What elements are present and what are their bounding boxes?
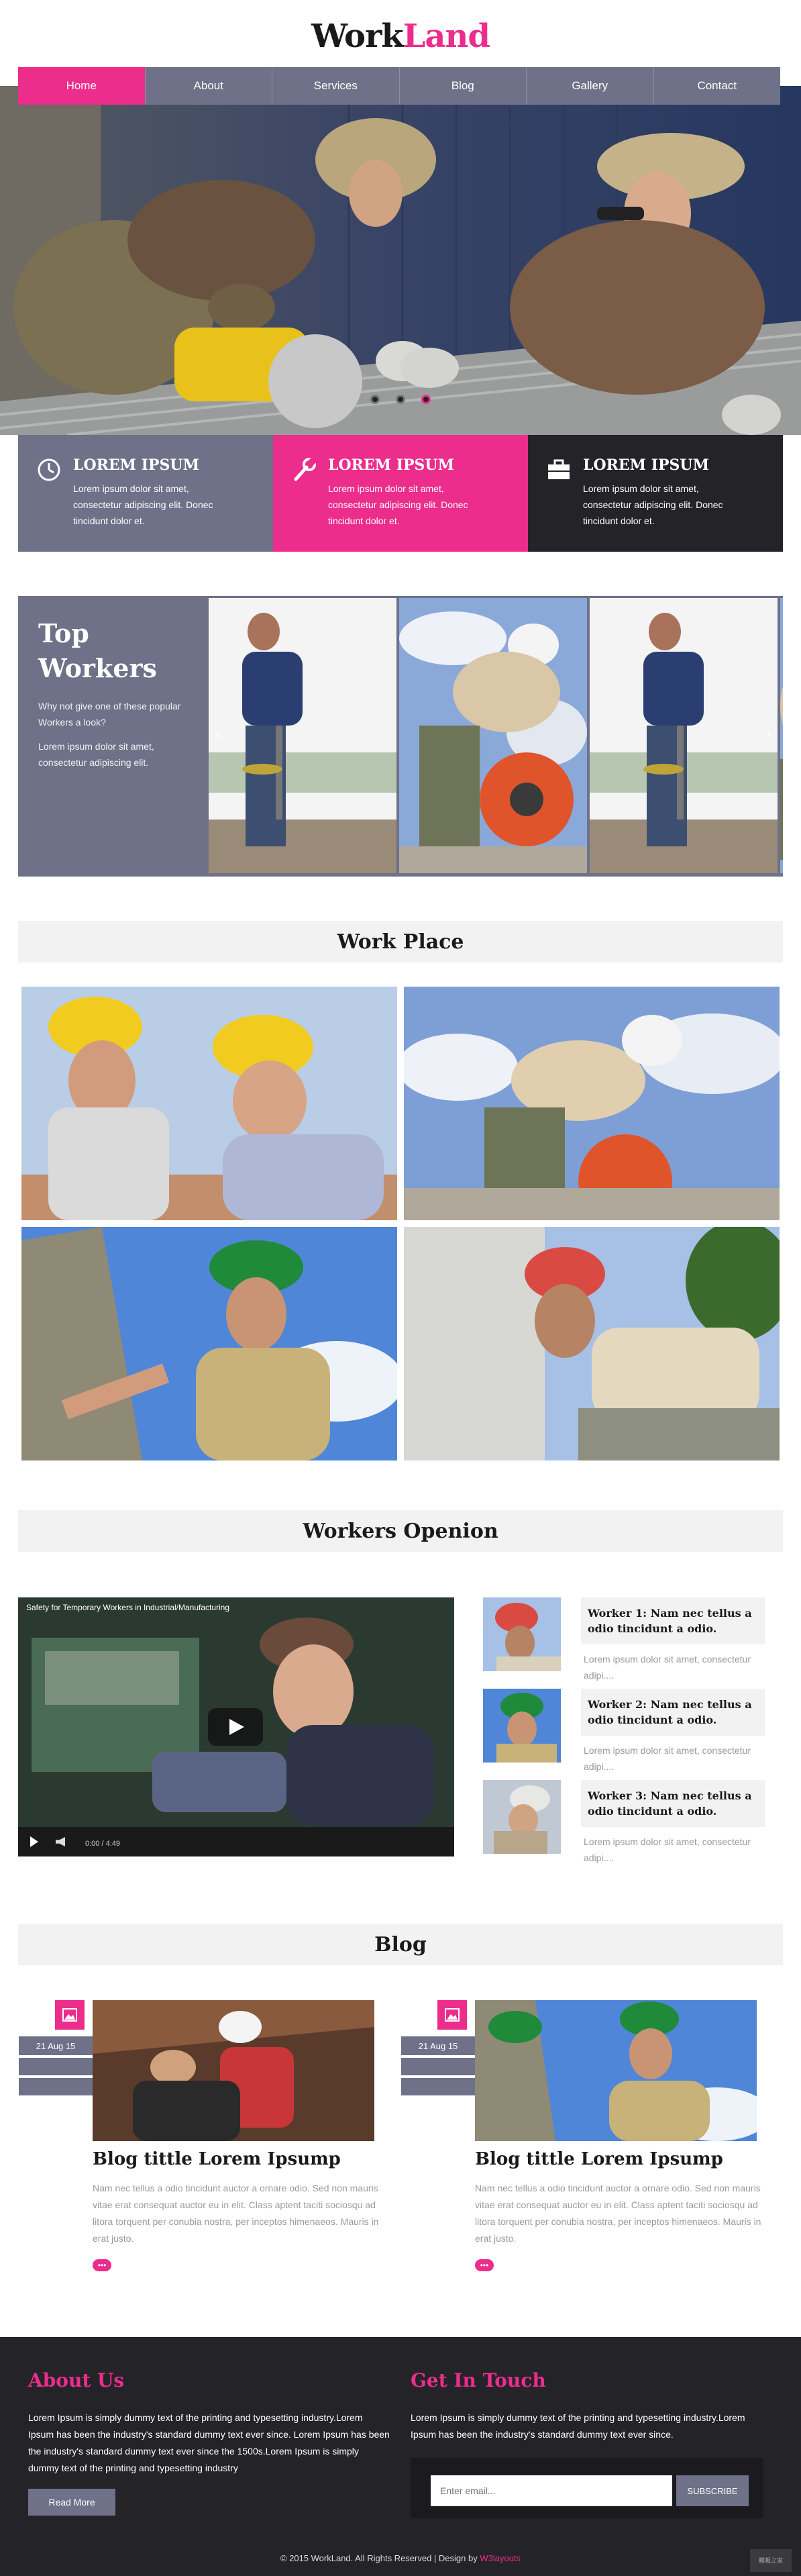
opinion-thumb[interactable] [483, 1689, 561, 1763]
feature-title: LOREM IPSUM [583, 456, 709, 474]
watermark-logo: 模板之家 [750, 2549, 792, 2572]
logo-part-1: Work [311, 17, 403, 55]
top-workers-intro: Why not give one of these popular Workers a look? [38, 701, 181, 728]
designer-link[interactable]: W3layouts [480, 2553, 521, 2563]
hero-image [0, 86, 801, 435]
image-icon [55, 2000, 85, 2030]
feature-title: LOREM IPSUM [328, 456, 454, 474]
blog-date: 21 Aug 15 [19, 2036, 93, 2055]
contact-text: Lorem Ipsum is simply dummy text of the printing and typesetting industry.Lorem Ipsum has been the industry's standard dummy text ever since. [411, 2412, 745, 2440]
opinion-thumb[interactable] [483, 1597, 561, 1671]
top-workers-desc: Lorem ipsum dolor sit amet, consectetur adipiscing elit. [38, 741, 154, 768]
nav-blog[interactable]: Blog [400, 67, 527, 105]
copyright-text: © 2015 WorkLand. All Rights Reserved | Design by [280, 2553, 478, 2563]
top-workers-text [38, 616, 199, 779]
subscribe-form [411, 2458, 763, 2518]
nav-services[interactable]: Services [272, 67, 400, 105]
opinion-heading: Workers Openion [18, 1510, 783, 1552]
video-title: Safety for Temporary Workers in Industrial/Manufacturing [26, 1603, 230, 1612]
opinion-title[interactable]: Worker 1: Nam nec tellus a odio tincidunt a odio. [581, 1597, 765, 1644]
more-icon[interactable]: ••• [475, 2259, 494, 2271]
feature-box-3 [528, 435, 783, 552]
title-line-1: Top [38, 618, 89, 648]
blog-tag[interactable] [19, 2058, 93, 2075]
briefcase-icon [545, 456, 583, 530]
email-input[interactable] [431, 2475, 672, 2506]
about-text: Lorem Ipsum is simply dummy text of the printing and typesetting industry.Lorem Ipsum has been the industry's standard dummy text ever since. Lorem Ipsum has been the industry's standard dummy text ever since the 1500s.Lorem Ipsum is simply dummy text of the printing and typesetting industry [28, 2412, 390, 2473]
opinion-thumb[interactable] [483, 1780, 561, 1854]
blog-tag[interactable] [19, 2078, 93, 2095]
workers-carousel[interactable] [209, 596, 783, 877]
feature-text: Lorem ipsum dolor sit amet, consectetur adipiscing elit. Donec tincidunt dolor et. [328, 483, 468, 526]
worker-photo-4[interactable] [780, 598, 783, 873]
image-icon [437, 2000, 467, 2030]
nav-home[interactable]: Home [18, 67, 146, 105]
logo-part-2: Land [403, 17, 490, 55]
top-workers-title [38, 616, 199, 686]
feature-text: Lorem ipsum dolor sit amet, consectetur adipiscing elit. Donec tincidunt dolor et. [583, 483, 723, 526]
blog-excerpt: Nam nec tellus a odio tincidunt auctor a ornare odio. Sed non mauris vitae erat consequat auctor eu in elit. Class aptent taciti sociosqu ad litora torquent per conubia nostra, per inceptos himenaeos. Mauris in erat justo. [93, 2183, 379, 2244]
features-row [18, 435, 783, 552]
feature-text: Lorem ipsum dolor sit amet, consectetur adipiscing elit. Donec tincidunt dolor et. [73, 483, 213, 526]
feature-box-2 [273, 435, 528, 552]
subscribe-button[interactable]: SUBSCRIBE [676, 2475, 749, 2506]
opinion-title[interactable]: Worker 2: Nam nec tellus a odio tincidunt a odio. [581, 1689, 765, 1736]
opinion-text: Lorem ipsum dolor sit amet, consectetur adipi.... [584, 1836, 751, 1863]
footer [0, 2337, 801, 2576]
wrench-icon [290, 456, 328, 530]
nav-gallery[interactable]: Gallery [527, 67, 654, 105]
blog-title[interactable]: Blog tittle Lorem Ipsump [93, 2149, 341, 2169]
hero-slider[interactable] [0, 86, 801, 435]
slider-dot-1[interactable] [370, 395, 380, 404]
slider-dot-3[interactable] [421, 395, 431, 404]
play-icon[interactable] [208, 1708, 263, 1746]
workplace-photo-2[interactable] [404, 987, 780, 1220]
more-icon[interactable]: ••• [93, 2259, 111, 2271]
opinion-title[interactable]: Worker 3: Nam nec tellus a odio tincidunt a odio. [581, 1780, 765, 1827]
workplace-photo-3[interactable] [21, 1227, 397, 1460]
blog-tag[interactable] [401, 2078, 475, 2095]
worker-photo-2[interactable] [399, 598, 587, 873]
slider-dots [0, 395, 801, 404]
play-button-icon[interactable] [30, 1836, 38, 1847]
slider-dot-2[interactable] [396, 395, 405, 404]
site-logo[interactable] [0, 17, 801, 55]
blog-post-2 [401, 2000, 777, 2282]
blog-image[interactable] [93, 2000, 374, 2141]
workplace-photo-1[interactable] [21, 987, 397, 1220]
blog-excerpt: Nam nec tellus a odio tincidunt auctor a ornare odio. Sed non mauris vitae erat consequat auctor eu in elit. Class aptent taciti sociosqu ad litora torquent per conubia nostra, per inceptos himenaeos. Mauris in erat justo. [475, 2183, 761, 2244]
feature-title: LOREM IPSUM [73, 456, 199, 474]
blog-tag[interactable] [401, 2058, 475, 2075]
video-controls [18, 1827, 454, 1856]
blog-post-1 [19, 2000, 394, 2282]
nav-about[interactable]: About [146, 67, 273, 105]
volume-icon[interactable] [56, 1837, 65, 1846]
contact-title: Get In Touch [411, 2369, 546, 2391]
feature-box-1 [18, 435, 273, 552]
work-place-heading: Work Place [18, 921, 783, 962]
worker-photo-3[interactable] [590, 598, 778, 873]
carousel-next-icon[interactable]: › [765, 724, 771, 744]
video-player[interactable] [18, 1597, 454, 1856]
opinion-text: Lorem ipsum dolor sit amet, consectetur adipi.... [584, 1654, 751, 1681]
clock-icon [36, 456, 73, 530]
video-time: 0:00 / 4:49 [85, 1840, 120, 1848]
blog-title[interactable]: Blog tittle Lorem Ipsump [475, 2149, 723, 2169]
read-more-button[interactable]: Read More [28, 2489, 115, 2516]
worker-photo-1[interactable] [209, 598, 396, 873]
blog-heading: Blog [18, 1924, 783, 1965]
top-workers-section [18, 596, 783, 877]
workplace-photo-4[interactable] [404, 1227, 780, 1460]
opinion-text: Lorem ipsum dolor sit amet, consectetur adipi.... [584, 1745, 751, 1772]
carousel-prev-icon[interactable]: ‹ [215, 724, 221, 744]
blog-image[interactable] [475, 2000, 757, 2141]
about-title: About Us [28, 2369, 125, 2391]
blog-date: 21 Aug 15 [401, 2036, 475, 2055]
title-line-2: Workers [38, 653, 157, 683]
copyright [0, 2553, 801, 2563]
main-nav [18, 67, 780, 105]
nav-contact[interactable]: Contact [697, 79, 737, 92]
